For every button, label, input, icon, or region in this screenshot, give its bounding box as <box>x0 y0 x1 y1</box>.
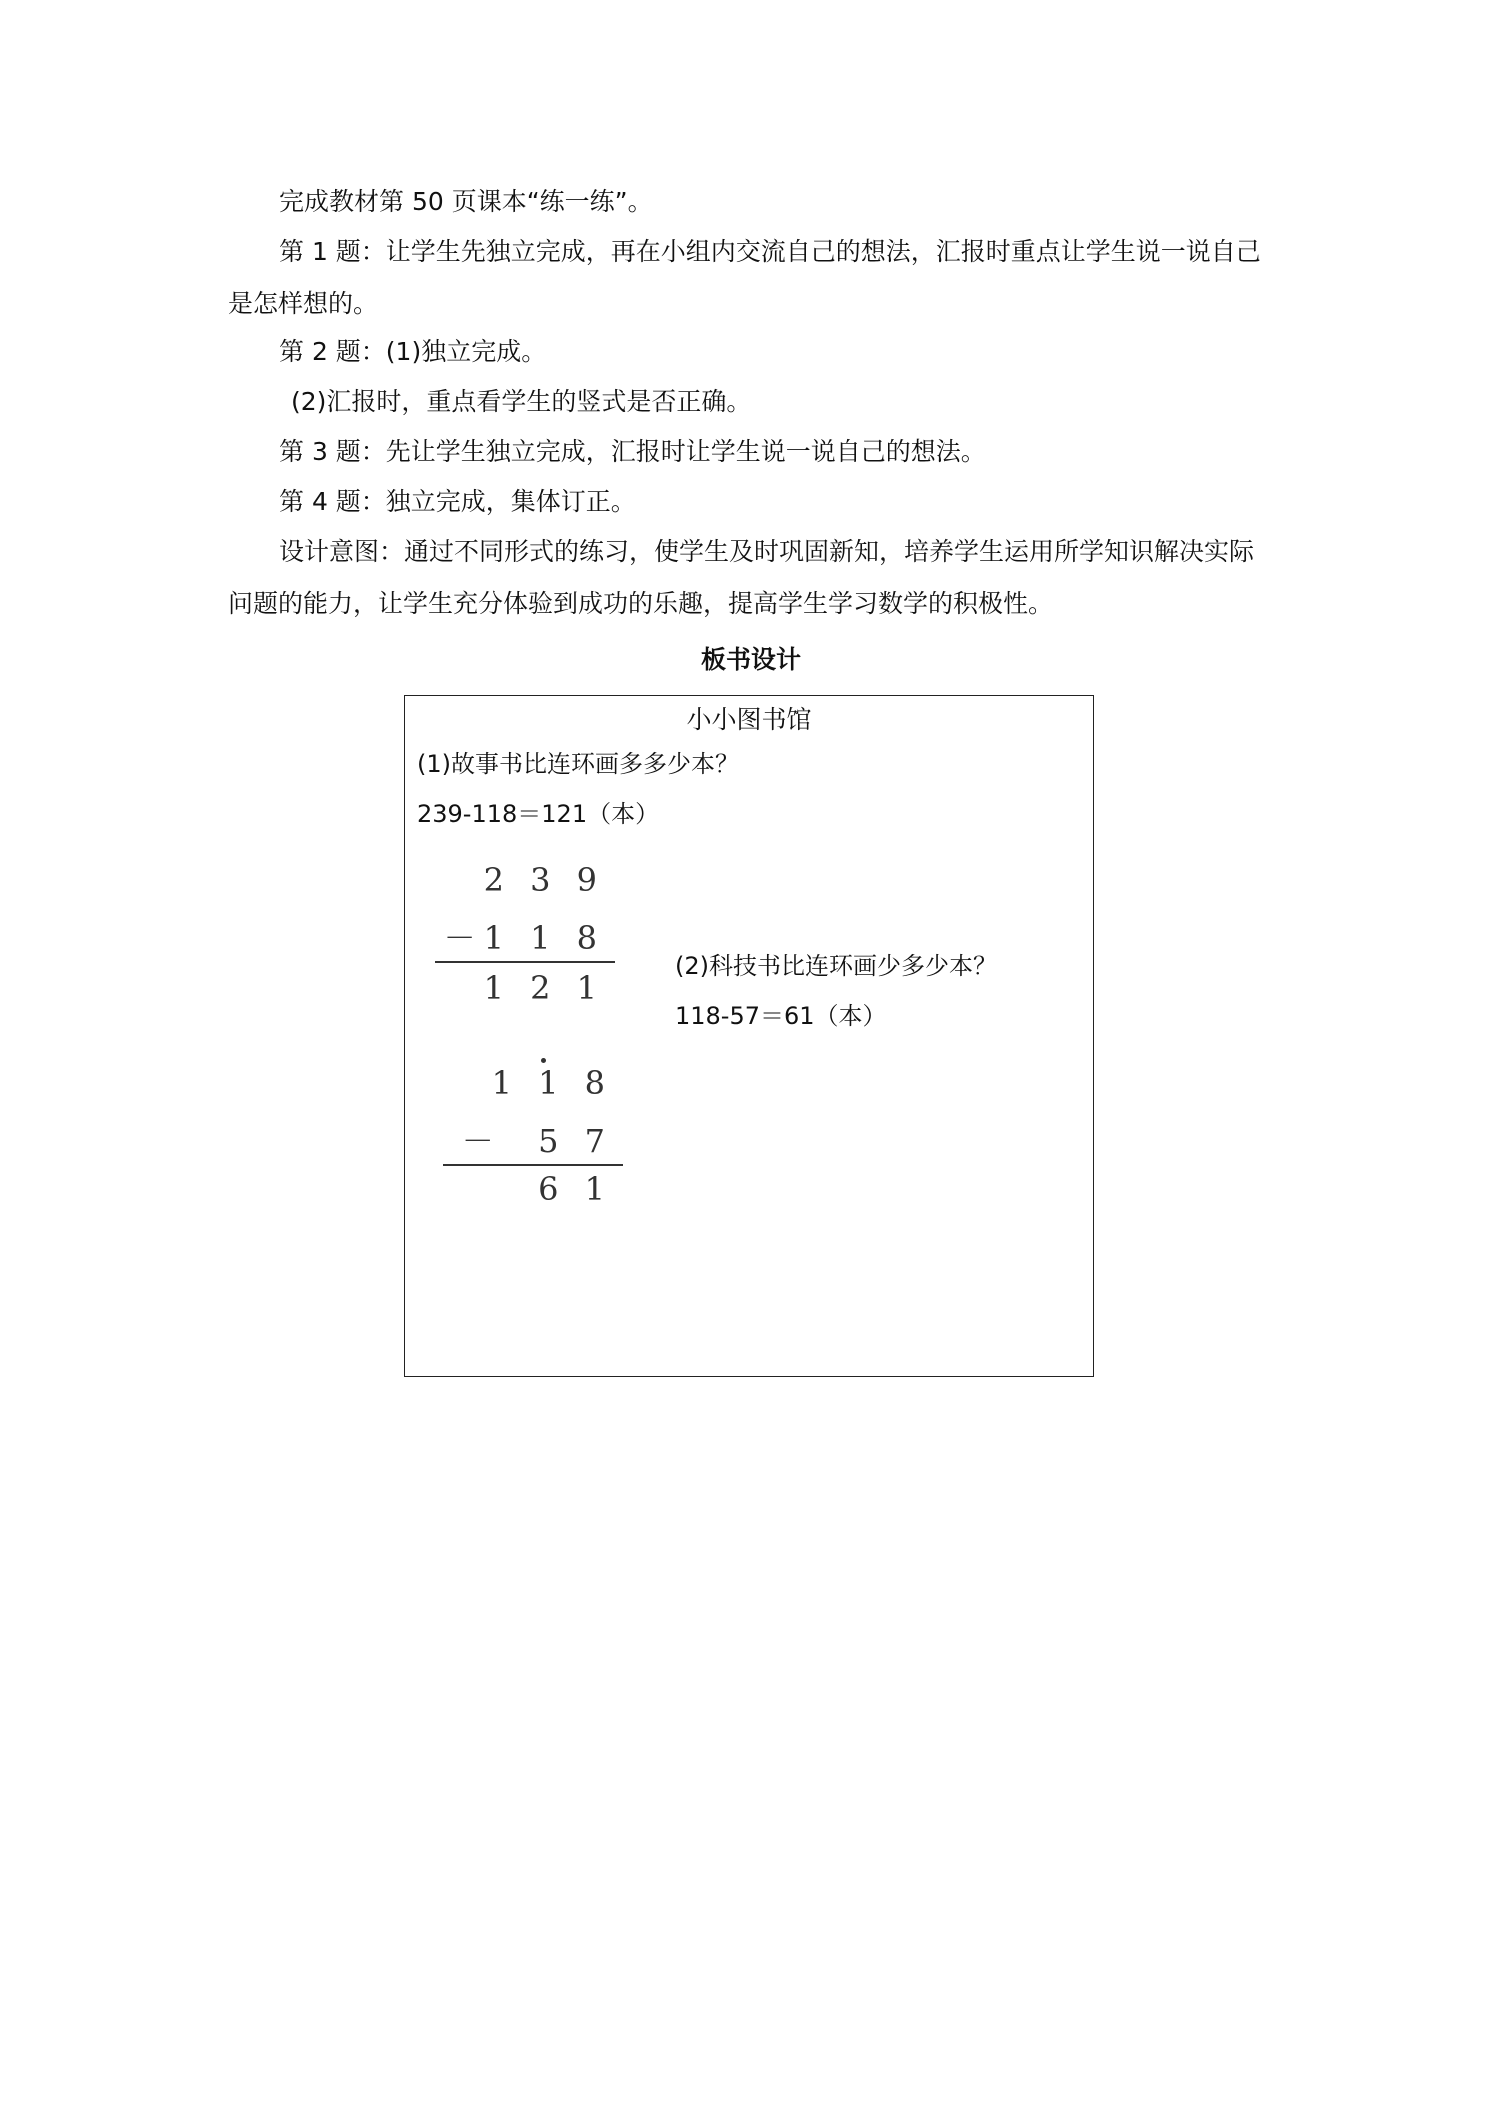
paragraph-question-4: 第 4 题：独立完成，集体订正。 <box>279 487 636 516</box>
paragraph-textbook-exercise: 完成教材第 50 页课本“练一练”。 <box>279 187 653 216</box>
vertical-subtraction-2 <box>443 1058 623 1218</box>
board-question-1: (1)故事书比连环画多多少本？ <box>417 750 739 778</box>
paragraph-question-2: 第 2 题：(1)独立完成。 <box>279 337 547 366</box>
board-equation-1: 239-118＝121（本） <box>417 800 660 828</box>
vertical-1-top-row: 2 3 9 <box>483 861 605 899</box>
paragraph-question-2-part-2: (2)汇报时，重点看学生的竖式是否正确。 <box>291 387 752 416</box>
vertical-2-result-row: 6 1 <box>538 1170 613 1208</box>
board-design-box <box>404 695 1094 1377</box>
paragraph-question-3: 第 3 题：先让学生独立完成，汇报时让学生说一说自己的想法。 <box>279 437 986 466</box>
paragraph-design-intent: 设计意图：通过不同形式的练习，使学生及时巩固新知，培养学生运用所学知识解决实际问题的能力，让学生充分体验到成功的乐趣，提高学生学习数学的积极性。 <box>228 537 1255 618</box>
vertical-1-bottom-row: －1 1 8 <box>443 919 605 957</box>
vertical-subtraction-1 <box>435 861 615 1011</box>
borrow-dot-icon <box>541 1058 546 1063</box>
vertical-2-bottom-row: － 5 7 <box>461 1122 613 1160</box>
paragraph-question-1: 第 1 题：让学生先独立完成，再在小组内交流自己的想法，汇报时重点让学生说一说自己是怎样想的。 <box>228 237 1261 318</box>
board-equation-2: 118-57＝61（本） <box>675 1002 887 1030</box>
vertical-1-result-row: 1 2 1 <box>483 969 605 1007</box>
board-heading: 小小图书馆 <box>686 705 812 734</box>
vertical-1-rule <box>435 961 615 963</box>
vertical-2-top-row: 1 1 8 <box>491 1064 613 1102</box>
vertical-2-rule <box>443 1164 623 1166</box>
board-design-title: 板书设计 <box>700 645 801 674</box>
board-question-2: (2)科技书比连环画少多少本？ <box>675 952 997 980</box>
